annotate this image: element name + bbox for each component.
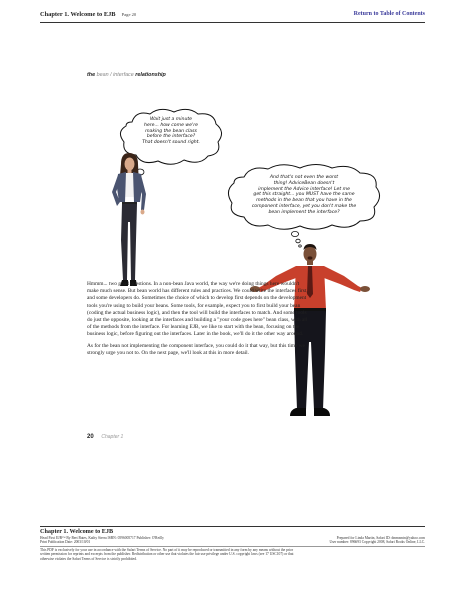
footer-row-2 [40,540,425,544]
body-paragraph-2: As for the bean not implementing the component interface, you could do it that way, but this time we strongly urge you not to. On the next page, we'll look at this in more detail. [87,342,305,356]
header-divider [40,22,425,23]
footer-pub-date: Print Publication Date: 2003/10/01 [40,540,91,545]
bubble2-line: bean implement the interface? [268,209,340,215]
page-number: 20 [87,434,94,440]
bubble2-line: And that's not even the worst [269,175,339,180]
page-footer [87,434,123,440]
footer-book-info: Head First EJB™ By Bert Bates, Kathy Sierra ISBN: 0596005717 Publisher: O'Reilly [40,536,164,540]
chapter-title-text: Chapter 1. Welcome to EJB [40,11,116,18]
chapter-label: Chapter 1 [101,434,124,440]
document-footer [40,528,425,561]
heading-relationship: relationship [135,72,166,78]
bubble1-line: Wait just a minute [150,117,192,122]
bubble2-line: component interface, yet you don't make the [251,203,357,209]
bubble2-line: get this straight... you MUST have the same [253,192,355,198]
body-paragraph-1: Hmmm... two good questions. In a non-bean Java world, the way we're doing things here wouldn't make much sense. But bean world has different rules and practices. We could write the interfaces first, and some developers do. Sometimes the choice of which to develop first depends on the development tools you're using to build your beans. Some tools, for example, expect you to first build your bean (coding the actual business logic), and then the tool will build the interfaces to match. And some tools do just the opposite, looking at the interfaces and building a "your code goes here" bean class, with all of the methods from the interface. For learning EJB, we like to start with the bean, focusing on the business logic, before figuring out the interfaces. Later in the book, we'll do it the other way around. [87,281,308,338]
woman-figure-icon [107,152,151,298]
body-text [87,281,308,361]
footer-legal-line: otherwise violates the Safari Terms of Service is strictly prohibited. [40,556,137,561]
chapter-title [40,11,136,18]
bubble1-line: That doesn't sound right. [142,140,200,146]
thought-bubble-man [226,163,382,233]
bubble2-line: methods in the bean that you have in the [256,198,352,204]
footer-legal-line: written permission for reprints and excerpts from the publisher. Redistribution or other use that violates the fair use privilege under U.S. copyright laws (see 17 USC107) or that [40,552,294,557]
bubble2-line: thing! AdviceBean doesn't [273,180,335,186]
page-label: Page 20 [121,12,137,17]
section-heading [87,72,166,78]
footer-prepared-for: Prepared for Linda Martin, Safari ID: dmmsmtn@yahoo.com [336,536,425,540]
footer-divider [40,526,425,527]
bubble1-line: making the bean class [145,128,197,134]
toc-link[interactable]: Return to Table of Contents [353,11,425,17]
footer-user-number: User number: 896693 Copyright 2008, Safari Books Online, LLC. [329,540,425,545]
bubble2-line: implement the Advice interface! Let me [258,186,350,192]
heading-the: the [87,72,96,78]
bubble1-line: before the interface? [146,134,196,140]
footer-legal-line: This PDF is exclusively for your use in accordance with the Safari Terms of Service. No part of it may be reproduced or transmitted in any form by any means without the prior [40,547,294,552]
footer-legal [40,546,425,561]
heading-bean-interface: bean / interface [96,72,134,78]
bubble1-line: here... how come we're [144,122,198,128]
footer-chapter-title: Chapter 1. Welcome to EJB [40,528,114,535]
